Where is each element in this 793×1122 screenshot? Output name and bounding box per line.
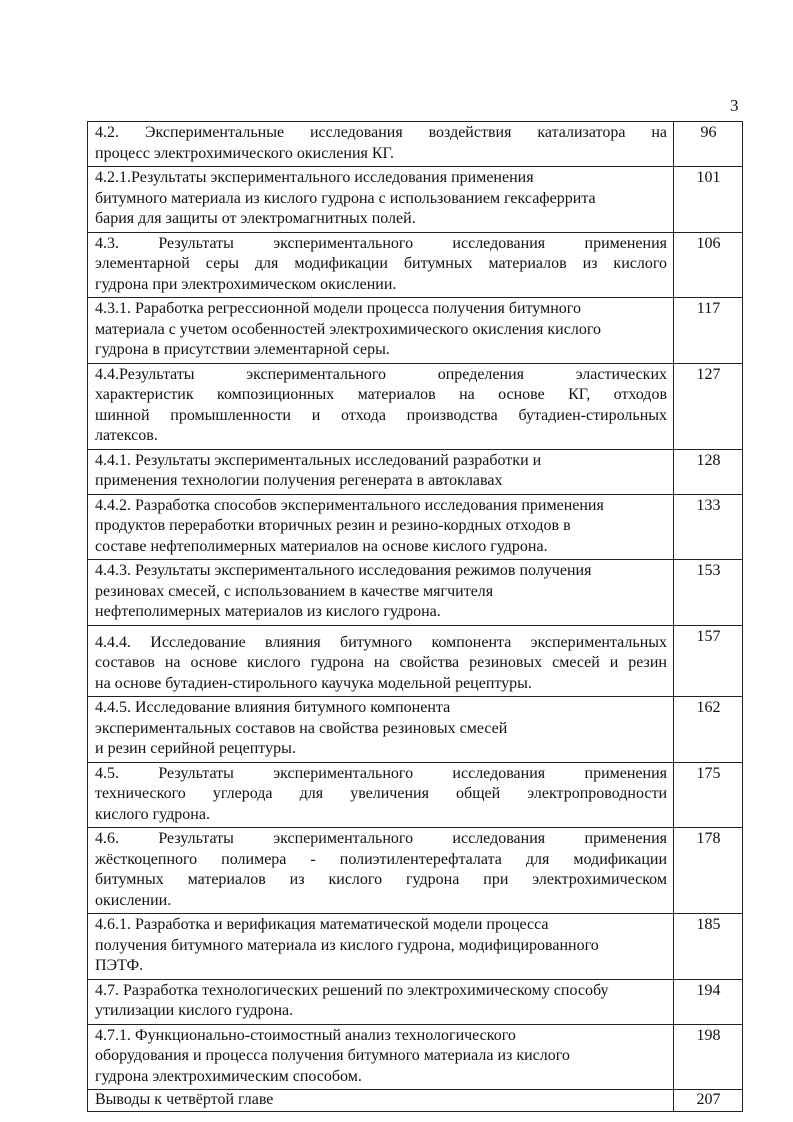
toc-entry-page: 157 (674, 625, 743, 697)
toc-line: 4.4.Результаты экспериментального определения эластических (95, 365, 667, 383)
toc-entry-title (88, 167, 674, 233)
toc-line: процесс электрохимического окисления КГ. (95, 144, 394, 162)
table-row (88, 697, 743, 763)
toc-line: на основе бутадиен-стирольного каучука модельной рецептуры. (95, 674, 532, 692)
toc-entry-title (88, 625, 674, 697)
toc-line: составов на основе кислого гудрона на свойства резиновых смесей и резин (95, 654, 667, 671)
toc-line: характеристик композиционных материалов на основе КГ, отходов (95, 386, 667, 403)
toc-entry-title (88, 298, 674, 364)
toc-line: материала с учетом особенностей электрохимического окисления кислого (95, 320, 601, 338)
toc-line: продуктов переработки вторичных резин и резино-кордных отходов в (95, 517, 571, 534)
toc-entry-page: 178 (674, 828, 743, 914)
toc-line: гудрона электрохимическим способом. (95, 1067, 362, 1085)
toc-line: экспериментальных составов на свойства резиновых смесей (95, 719, 508, 737)
toc-entry-title (88, 560, 674, 626)
table-row (88, 363, 743, 449)
toc-line: 4.7.1. Функционально-стоимостный анализ технологического (95, 1026, 516, 1044)
toc-entry-page: 117 (674, 298, 743, 364)
toc-line: получения битумного материала из кислого гудрона, модифицированного (95, 936, 599, 954)
toc-entry-page: 128 (674, 449, 743, 494)
toc-line: технического углерода для увеличения общей электропроводности (95, 785, 667, 802)
toc-entry-page: 198 (674, 1024, 743, 1090)
table-row (88, 762, 743, 828)
table-row (88, 828, 743, 914)
toc-line: 4.4.4. Исследование влияния битумного компонента экспериментальных (95, 633, 667, 651)
toc-entry-title (88, 1090, 674, 1112)
toc-line: 4.4.3. Результаты экспериментального исследования режимов получения (95, 562, 592, 579)
toc-line: битумного материала из кислого гудрона с использованием гексаферрита (95, 189, 596, 207)
toc-entry-page: 96 (674, 122, 743, 167)
toc-entry-title (88, 914, 674, 980)
table-row (88, 1090, 743, 1112)
toc-line: и резин серийной рецептуры. (95, 740, 296, 757)
table-row (88, 1024, 743, 1090)
toc-entry-page: 127 (674, 363, 743, 449)
toc-line: 4.3. Результаты экспериментального исследования применения (95, 234, 667, 252)
toc-entry-title (88, 494, 674, 560)
toc-line: применения технологии получения регенерата в автоклавах (95, 472, 503, 489)
toc-line: оборудования и процесса получения битумного материала из кислого (95, 1047, 570, 1064)
toc-entry-title (88, 762, 674, 828)
toc-line: жёсткоцепного полимера - полиэтилентерефталата для модификации (95, 850, 667, 868)
toc-entry-page: 133 (674, 494, 743, 560)
table-row (88, 494, 743, 560)
toc-line: 4.2. Экспериментальные исследования воздействия катализатора на (95, 124, 667, 141)
toc-entry-page: 207 (674, 1090, 743, 1112)
toc-line: 4.6. Результаты экспериментального исследования применения (95, 830, 667, 847)
toc-line: резиновах смесей, с использованием в качестве мягчителя (95, 582, 494, 600)
toc-line: бария для защиты от электромагнитных полей. (95, 210, 416, 227)
toc-line: элементарной серы для модификации битумных материалов из кислого (95, 255, 667, 272)
toc-line: гудрона при электрохимическом окислении. (95, 275, 397, 293)
toc-line: 4.6.1. Разработка и верификация математической модели процесса (95, 916, 549, 933)
table-row (88, 979, 743, 1024)
table-row (88, 449, 743, 494)
table-row (88, 122, 743, 167)
toc-entry-title (88, 828, 674, 914)
toc-entry-title (88, 232, 674, 298)
toc-entry-page: 194 (674, 979, 743, 1024)
toc-line: 4.4.5. Исследование влияния битумного компонента (95, 699, 451, 716)
toc-line: Выводы к четвёртой главе (95, 1091, 274, 1108)
table-row (88, 298, 743, 364)
toc-entry-page: 162 (674, 697, 743, 763)
toc-line: шинной промышленности и отхода производства бутадиен-стирольных (95, 406, 667, 424)
toc-line: ПЭТФ. (95, 957, 144, 974)
toc-entry-title (88, 697, 674, 763)
toc-entry-page: 101 (674, 167, 743, 233)
toc-entry-page: 153 (674, 560, 743, 626)
toc-line: 4.4.2. Разработка способов экспериментального исследования применения (95, 496, 604, 514)
toc-entry-title (88, 122, 674, 167)
table-row (88, 560, 743, 626)
toc-line: латексов. (95, 427, 158, 444)
toc-entry-title (88, 449, 674, 494)
toc-line: окислении. (95, 891, 172, 909)
table-row (88, 167, 743, 233)
toc-entry-title (88, 363, 674, 449)
toc-line: 4.7. Разработка технологических решений по электрохимическому способу (95, 981, 609, 999)
toc-line: нефтеполимерных материалов из кислого гудрона. (95, 603, 441, 620)
toc-line: 4.5. Результаты экспериментального исследования применения (95, 764, 667, 782)
table-row (88, 625, 743, 697)
table-row (88, 232, 743, 298)
toc-entry-page: 185 (674, 914, 743, 980)
toc-line: составе нефтеполимерных материалов на основе кислого гудрона. (95, 537, 548, 555)
toc-entry-page: 106 (674, 232, 743, 298)
table-of-contents (87, 121, 743, 1112)
toc-entry-page: 175 (674, 762, 743, 828)
toc-line: битумных материалов из кислого гудрона при электрохимическом (95, 871, 667, 888)
page-number: 3 (730, 96, 739, 115)
toc-line: 4.4.1. Результаты экспериментальных исследований разработки и (95, 451, 542, 469)
toc-line: утилизации кислого гудрона. (95, 1002, 294, 1019)
toc-line: 4.2.1.Результаты экспериментального исследования применения (95, 169, 534, 186)
toc-entry-title (88, 1024, 674, 1090)
toc-line: 4.3.1. Раработка регрессионной модели процесса получения битумного (95, 300, 581, 317)
table-row (88, 914, 743, 980)
toc-line: кислого гудрона. (95, 805, 210, 823)
toc-line: гудрона в присутствии элементарной серы. (95, 341, 390, 358)
toc-entry-title (88, 979, 674, 1024)
